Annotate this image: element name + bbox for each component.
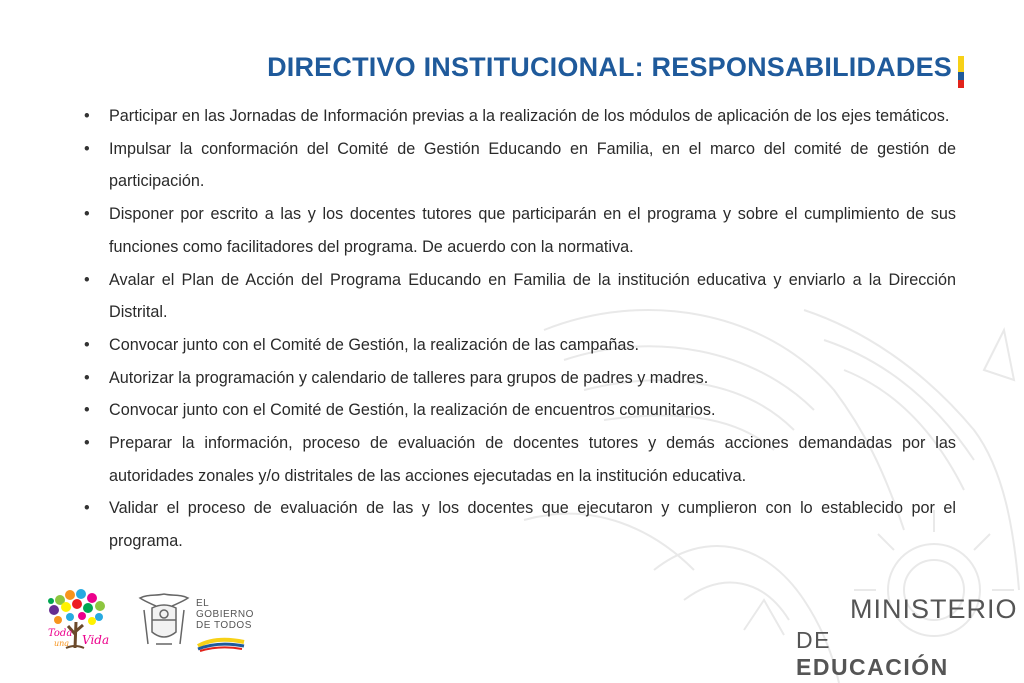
ecuador-flag-accent bbox=[958, 56, 964, 88]
gobierno-line2: GOBIERNO bbox=[196, 609, 254, 620]
list-item: • Impulsar la conformación del Comité de Gestión Educando en Familia, en el marco del comité de gestión de participación. bbox=[84, 133, 956, 198]
ministry-line1: MINISTERIO bbox=[850, 594, 1018, 624]
tricolor-swoosh-icon bbox=[196, 636, 246, 652]
list-item: • Avalar el Plan de Acción del Programa Educando en Familia de la institución educativa y enviarlo a la Dirección Distrital. bbox=[84, 264, 956, 329]
ministry-line2 bbox=[796, 627, 978, 681]
gobierno-de-todos-logo bbox=[196, 598, 254, 631]
gobierno-line1: EL bbox=[196, 598, 210, 609]
list-item: • Autorizar la programación y calendario de talleres para grupos de padres y madres. bbox=[84, 362, 956, 395]
ministry-line2-bold: EDUCACIÓN bbox=[796, 654, 949, 680]
list-item: • Convocar junto con el Comité de Gestión, la realización de encuentros comunitarios. bbox=[84, 394, 956, 427]
gobierno-line3: DE TODOS bbox=[196, 620, 252, 631]
ministerio-educacion-logo bbox=[796, 594, 1018, 681]
toda-text: Toda bbox=[48, 628, 73, 639]
una-text: una bbox=[54, 639, 70, 648]
list-item: • Validar el proceso de evaluación de las y los docentes que ejecutaron y cumplieron con lo establecido por el programa. bbox=[84, 492, 956, 557]
vida-text: Vida bbox=[82, 633, 110, 647]
toda-una-vida-logo bbox=[42, 586, 112, 656]
coat-of-arms-seal bbox=[136, 590, 192, 654]
page-title: DIRECTIVO INSTITUCIONAL: RESPONSABILIDADES bbox=[267, 52, 952, 82]
responsibilities-list bbox=[84, 100, 956, 558]
list-item: • Disponer por escrito a las y los docentes tutores que participarán en el programa y sobre el cumplimiento de sus funciones como facilitadores del programa. De acuerdo con la normativa. bbox=[84, 198, 956, 263]
list-item: • Participar en las Jornadas de Información previas a la realización de los módulos de aplicación de los ejes temáticos. bbox=[84, 100, 956, 133]
list-item: • Convocar junto con el Comité de Gestión, la realización de las campañas. bbox=[84, 329, 956, 362]
ministry-line2-prefix: DE bbox=[796, 627, 831, 653]
list-item: • Preparar la información, proceso de evaluación de docentes tutores y demás acciones demandadas por las autoridades zonales y/o distritales de las acciones ejecutadas en la institución educativa. bbox=[84, 427, 956, 492]
